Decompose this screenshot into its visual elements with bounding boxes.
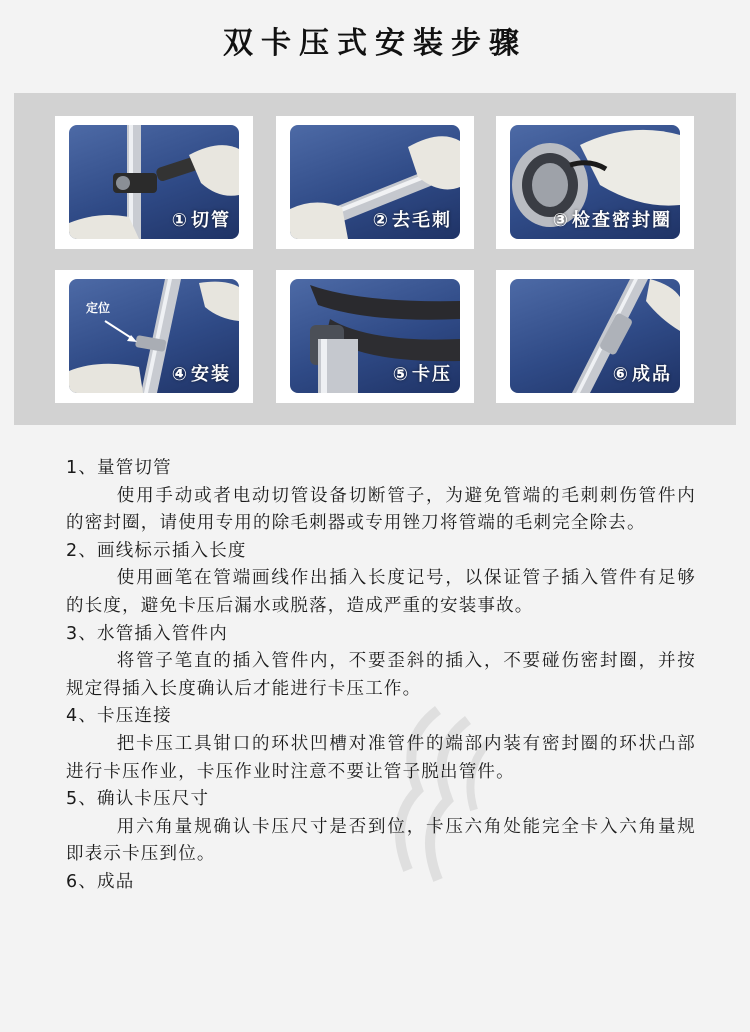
step-photo-gallery <box>14 93 736 425</box>
caption-deburr: ② 去毛刺 <box>372 210 452 231</box>
step-5 <box>66 786 696 869</box>
photo-deburr <box>290 125 460 239</box>
caption-finished: ⑥ 成品 <box>612 364 672 385</box>
instruction-steps <box>66 455 696 897</box>
photo-card-check-seal <box>496 116 694 249</box>
step-title: 1、量管切管 <box>66 458 172 478</box>
photo-card-install <box>55 270 253 403</box>
caption-check-seal: ③ 检查密封圈 <box>552 210 672 231</box>
photo-card-cut-pipe <box>55 116 253 249</box>
caption-install: ④ 安装 <box>171 364 231 385</box>
step-title: 2、画线标示插入长度 <box>66 540 247 561</box>
photo-card-finished <box>496 270 694 403</box>
step-title: 3、水管插入管件内 <box>66 623 228 644</box>
tag-position: 定位 <box>86 301 111 315</box>
photo-check-seal <box>510 125 680 239</box>
step-body: 使用画笔在管端画线作出插入长度记号，以保证管子插入管件有足够的长度，避免卡压后漏水或脱落，造成严重的安装事故。 <box>66 568 696 616</box>
caption-cut-pipe: ① 切管 <box>171 210 231 231</box>
photo-cut-pipe <box>69 125 239 239</box>
caption-press: ⑤ 卡压 <box>392 364 452 385</box>
photo-finished <box>510 279 680 393</box>
step-title: 5、确认卡压尺寸 <box>66 789 210 810</box>
photo-card-deburr <box>276 116 474 249</box>
step-title: 4、卡压连接 <box>66 706 172 727</box>
step-2 <box>66 538 696 621</box>
step-body: 用六角量规确认卡压尺寸是否到位，卡压六角处能完全卡入六角量规即表示卡压到位。 <box>66 816 696 865</box>
step-body: 使用手动或者电动切管设备切断管子，为避免管端的毛刺刺伤管件内的密封圈，请使用专用的除毛刺器或专用锉刀将管端的毛刺完全除去。 <box>66 485 696 534</box>
photo-install <box>69 279 239 393</box>
step-1 <box>66 455 696 538</box>
step-body: 把卡压工具钳口的环状凹槽对准管件的端部内装有密封圈的环状凸部进行卡压作业，卡压作业时注意不要让管子脱出管件。 <box>66 733 696 782</box>
step-body: 将管子笔直的插入管件内，不要歪斜的插入，不要碰伤密封圈，并按规定得插入长度确认后才能进行卡压工作。 <box>66 651 696 699</box>
photo-card-press <box>276 270 474 403</box>
photo-press <box>290 279 460 393</box>
page-title: 双卡压式安装步骤 <box>223 26 527 61</box>
step-4 <box>66 703 696 786</box>
step-3 <box>66 621 696 704</box>
step-6 <box>66 869 696 897</box>
step-title: 6、成品 <box>66 871 135 892</box>
